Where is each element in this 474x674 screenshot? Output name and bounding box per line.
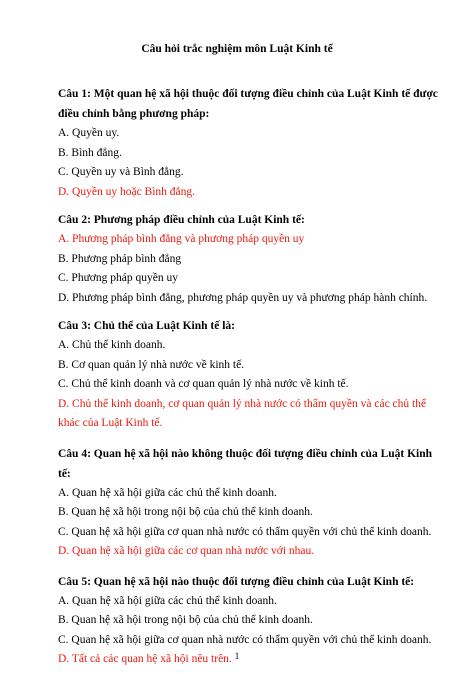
question-5-option-c: C. Quan hệ xã hội giữa cơ quan nhà nước có thẩm quyền với chủ thể kinh doanh. — [58, 633, 432, 646]
document-title: Câu hỏi trắc nghiệm môn Luật Kinh tế — [141, 43, 333, 55]
question-2-option-c: C. Phương pháp quyền uy — [58, 272, 178, 284]
question-4-option-b: B. Quan hệ xã hội trong nội bộ của chủ thể kinh doanh. — [58, 506, 313, 518]
question-5-title: Câu 5: Quan hệ xã hội nào thuộc đối tượng điều chỉnh của Luật Kinh tế: — [58, 575, 415, 588]
question-2-option-b: B. Phương pháp bình đẳng — [58, 252, 182, 265]
question-5-option-b: B. Quan hệ xã hội trong nội bộ của chủ thể kinh doanh. — [58, 614, 313, 626]
question-1 — [58, 84, 438, 202]
question-1-option-b: B. Bình đẳng. — [58, 146, 122, 159]
question-list — [58, 84, 438, 674]
question-3 — [58, 316, 438, 434]
question-4-option-d: D. Quan hệ xã hội giữa các cơ quan nhà nước với nhau. — [58, 545, 315, 557]
question-5-option-a: A. Quan hệ xã hội giữa các chủ thể kinh doanh. — [58, 594, 277, 607]
question-1-option-d: D. Quyền uy hoặc Bình đẳng. — [58, 185, 196, 198]
question-2-option-a: A. Phương pháp bình đẳng và phương pháp quyền uy — [58, 233, 305, 245]
question-3-option-c: C. Chủ thể kinh doanh và cơ quan quản lý nhà nước về kinh tế. — [58, 378, 349, 390]
question-3-title: Câu 3: Chủ thể của Luật Kinh tế là: — [58, 320, 235, 332]
question-1-title: Câu 1: Một quan hệ xã hội thuộc đối tượng điều chỉnh của Luật Kinh tế được điều chỉnh bằng phương pháp: — [58, 88, 438, 120]
question-4 — [58, 444, 438, 562]
question-1-option-c: C. Quyền uy và Bình đẳng. — [58, 166, 184, 178]
question-4-option-c: C. Quan hệ xã hội giữa cơ quan nhà nước có thẩm quyền với chủ thể kinh doanh. — [58, 525, 432, 538]
question-4-option-a: A. Quan hệ xã hội giữa các chủ thể kinh doanh. — [58, 486, 277, 499]
page-number: 1 — [234, 651, 240, 661]
question-2-option-d: D. Phương pháp bình đẳng, phương pháp quyền uy và phương pháp hành chính. — [58, 291, 428, 304]
question-2-title: Câu 2: Phương pháp điều chỉnh của Luật Kinh tế: — [58, 214, 305, 226]
question-2 — [58, 210, 438, 308]
question-3-option-d: D. Chủ thể kinh doanh, cơ quan quản lý nhà nước có thẩm quyền và các chủ thể khác của Luật Kinh tế. — [58, 397, 427, 429]
question-5-option-d: D. Tất cả các quan hệ xã hội nêu trên. — [58, 653, 232, 665]
question-3-option-a: A. Chủ thể kinh doanh. — [58, 339, 166, 351]
question-3-option-b: B. Cơ quan quản lý nhà nước về kinh tế. — [58, 358, 245, 371]
question-1-option-a: A. Quyền uy. — [58, 127, 120, 139]
question-4-title: Câu 4: Quan hệ xã hội nào không thuộc đối tượng điều chỉnh của Luật Kinh tế: — [58, 447, 433, 480]
